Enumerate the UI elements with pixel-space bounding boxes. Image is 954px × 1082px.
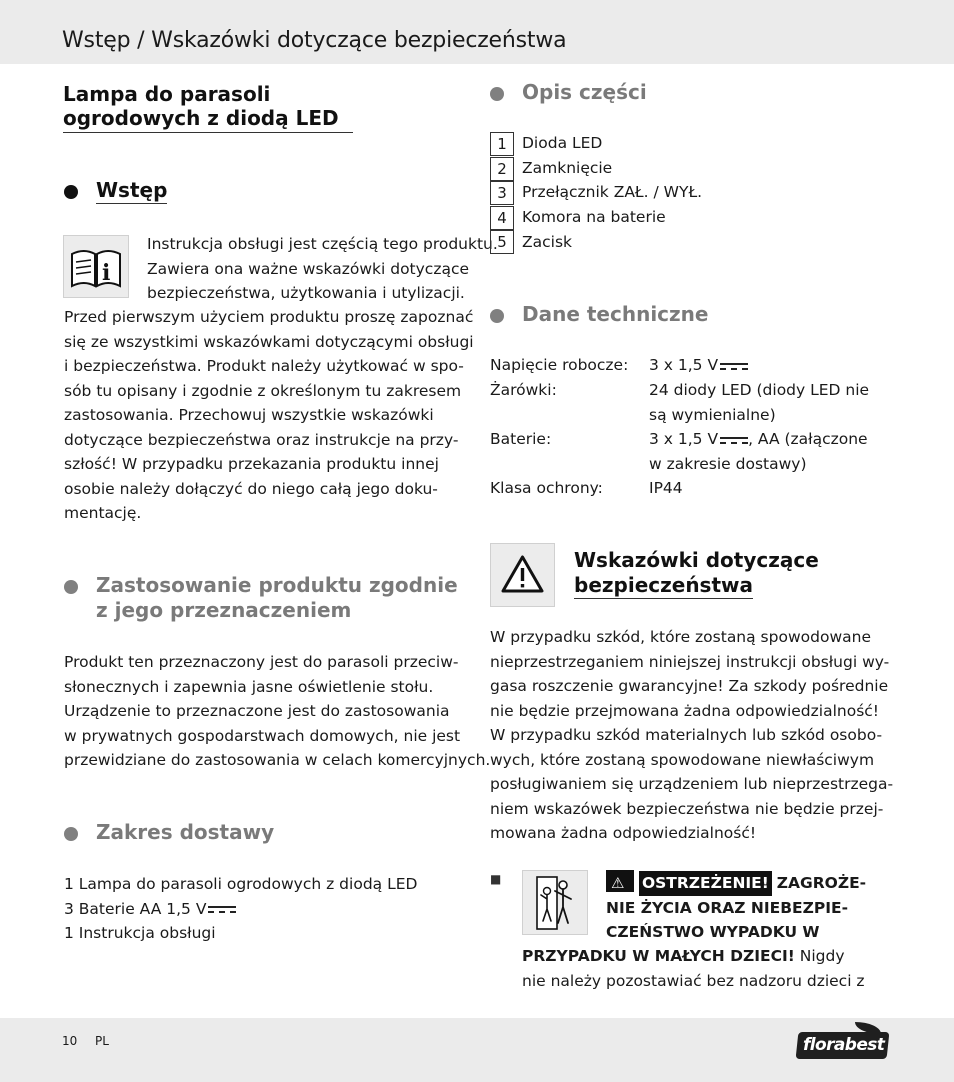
section-bullet [64,827,78,841]
safety-heading: Wskazówki dotyczące bezpieczeństwa [574,548,819,597]
part-label: Zamknięcie [522,159,613,177]
part-label: Przełącznik ZAŁ. / WYŁ. [522,183,703,201]
part-number: 4 [490,206,514,230]
tech-value: 24 diody LED (diody LED nie są wymienialne) [649,381,870,424]
tech-heading: Dane techniczne [522,302,709,326]
delivery-list: 1 Lampa do parasoli ogrodowych z diodą LED 3 Baterie AA 1,5 V 1 Instrukcja obsługi [64,875,418,942]
page-number: 10 [62,1034,78,1048]
section-bullet [490,309,504,323]
list-bullet: ■ [490,872,502,886]
tech-label: Napięcie robocze: [490,356,629,374]
part-label: Zacisk [522,233,572,251]
product-title [63,82,353,133]
tech-label: Baterie: [490,430,552,448]
part-label: Dioda LED [522,134,603,152]
dc-symbol-icon [720,435,748,445]
tech-value: 3 x 1,5 V [649,353,748,378]
warning-small-triangle-icon: ⚠ [606,870,634,892]
page-title: Wstęp / Wskazówki dotyczące bezpieczeństwa [62,28,567,53]
safety-text: W przypadku szkód, które zostaną spowodowane nieprzestrzeganiem niniejszej instrukcji obsługi wy- gasa roszczenie gwarancyjne! Za szkody pośrednie nie będzie przejmowana żadna odpowiedzialność! W przypadku szkód materialnych lub szkód osobo- wych, które zostaną spowodowane niewłaściwym posługiwaniem się urządzeniem lub nieprzestrzega- niem wskazówek bezpieczeństwa nie będzie przej- mowana żadna odpowiedzialność! [490,628,894,842]
part-number: 3 [490,181,514,205]
usage-heading: Zastosowanie produktu zgodnie z jego przeznaczeniem [96,573,458,622]
intro-text-indented: Instrukcja obsługi jest częścią tego produktu. Zawiera ona ważne wskazówki dotyczące bezpieczeństwa, użytkowania i utylizacji. [147,235,498,302]
warning-triangle-icon [490,543,555,607]
parts-heading: Opis części [522,80,647,104]
tech-value: 3 x 1,5 V , AA (załączone w zakresie dostawy) [649,430,868,473]
product-title-line-1: Lampa do parasoli [63,82,271,106]
dc-symbol-icon [720,361,748,371]
product-title-line-2: ogrodowych z diodą LED [63,106,339,130]
intro-text: Przed pierwszym użyciem produktu proszę zapoznać się ze wszystkimi wskazówkami dotyczącymi obsługi i bezpieczeństwa. Produkt należy użytkować w spo- sób tu opisany i zgodnie z określonym tu zakresem zastosowania. Przechowuj wszystkie wskazówki dotyczące bezpieczeństwa oraz instrukcje na przy- szłość! W przypadku przekazania produktu innej osobie należy dołączyć do niego całą jego doku- mentację. [64,308,474,522]
usage-text: Produkt ten przeznaczony jest do parasoli przeciw- słonecznych i zapewnia jasne oświetlenie stołu. Urządzenie to przeznaczone jest do zastosowania w prywatnych gospodarstwach domowych, nie jest przewidziane do zastosowania w celach komercyjnych. [64,653,491,769]
warning-text-continued: PRZYPADKU W MAŁYCH DZIECI! Nigdy nie należy pozostawiać bez nadzoru dzieci z [522,947,865,990]
tech-label: Klasa ochrony: [490,479,603,497]
section-bullet [64,580,78,594]
book-info-icon [63,235,129,298]
warning-text-block: ⚠ OSTRZEŻENIE! ZAGROŻE- NIE ŻYCIA ORAZ NIEBEZPIE- CZEŃSTWO WYPADKU W [606,870,866,945]
section-bullet [64,185,78,199]
part-number: 5 [490,230,514,254]
language-code: PL [95,1034,109,1048]
delivery-heading: Zakres dostawy [96,820,275,844]
part-number: 1 [490,132,514,156]
tech-label: Żarówki: [490,381,557,399]
tech-value: IP44 [649,479,683,497]
intro-heading: Wstęp [96,178,168,202]
warning-label: OSTRZEŻENIE! [639,871,772,896]
brand-logo-text: florabest [803,1035,885,1055]
child-hazard-icon [522,870,588,935]
part-number: 2 [490,157,514,181]
dc-symbol-icon [208,904,236,914]
section-bullet [490,87,504,101]
part-label: Komora na baterie [522,208,666,226]
svg-text:i: i [102,260,111,286]
